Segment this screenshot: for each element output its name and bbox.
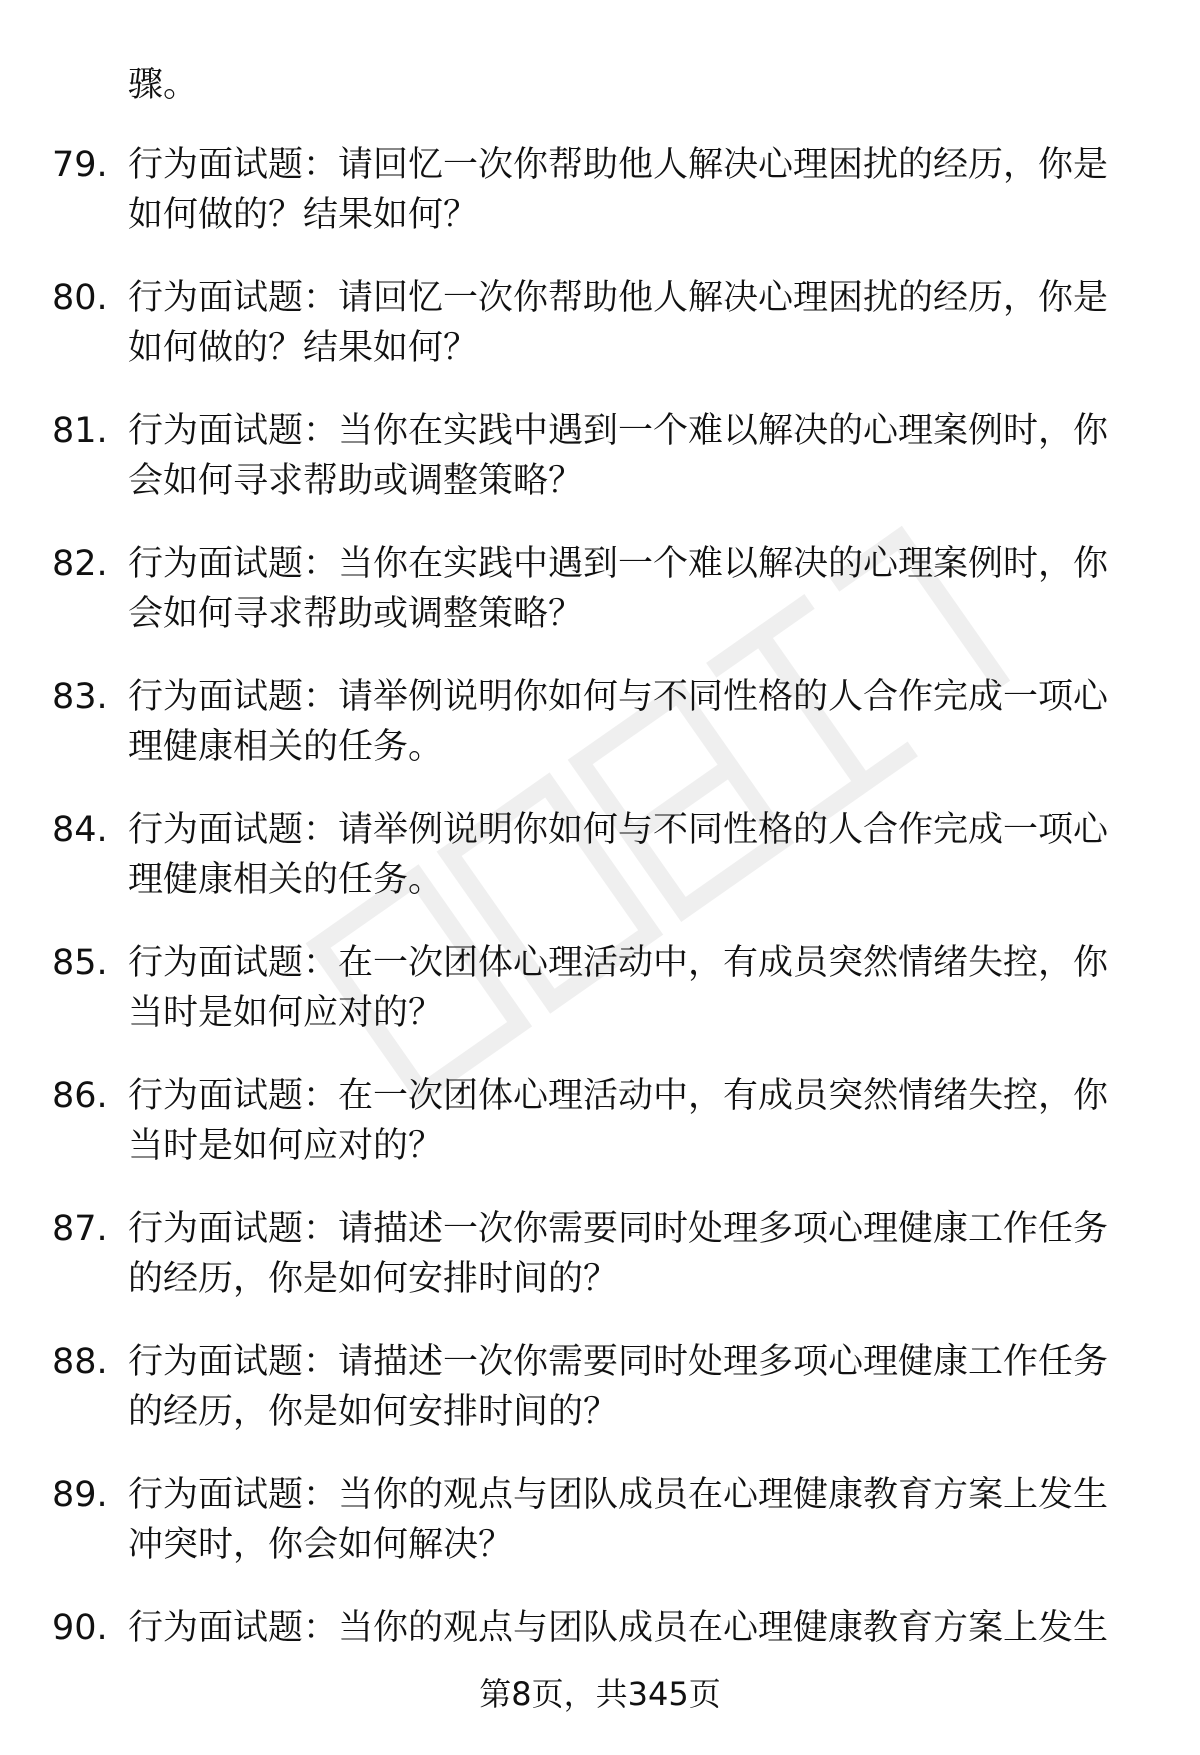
item-text	[128, 1603, 1128, 1653]
item-text	[128, 1337, 1128, 1437]
item-text-line-2: 的经历，你是如何安排时间的？	[128, 1392, 619, 1432]
continuation-text: 骤。	[128, 65, 199, 105]
item-number: 85.	[52, 943, 108, 983]
item-text-line-1: 行为面试题：在一次团体心理活动中，有成员突然情绪失控，你	[128, 1076, 1109, 1116]
item-text	[128, 672, 1128, 772]
question-list	[0, 140, 1200, 1736]
item-number: 81.	[52, 411, 108, 451]
item-number: 88.	[52, 1342, 108, 1382]
item-number: 87.	[52, 1209, 108, 1249]
item-text-line-1: 行为面试题：请回忆一次你帮助他人解决心理困扰的经历，你是	[128, 145, 1109, 185]
item-text-line-2: 理健康相关的任务。	[128, 727, 444, 767]
page-footer: 第8页，共345页	[479, 1675, 721, 1713]
item-text-line-2: 如何做的？结果如何？	[128, 328, 479, 368]
item-text-line-1: 行为面试题：当你的观点与团队成员在心理健康教育方案上发生	[128, 1475, 1109, 1515]
item-text-line-2: 会如何寻求帮助或调整策略？	[128, 461, 584, 501]
item-text-line-2: 当时是如何应对的？	[128, 993, 444, 1033]
item-number: 89.	[52, 1475, 108, 1515]
item-text	[128, 805, 1128, 905]
item-text-line-2: 会如何寻求帮助或调整策略？	[128, 594, 584, 634]
item-text-line-1: 行为面试题：请描述一次你需要同时处理多项心理健康工作任务	[128, 1209, 1109, 1249]
list-item	[0, 406, 1200, 539]
item-text-line-1: 行为面试题：请回忆一次你帮助他人解决心理困扰的经历，你是	[128, 278, 1109, 318]
item-text	[128, 1071, 1128, 1171]
item-text	[128, 938, 1128, 1038]
item-text-line-2: 当时是如何应对的？	[128, 1126, 444, 1166]
list-item	[0, 1071, 1200, 1204]
item-number: 80.	[52, 278, 108, 318]
item-text-line-1: 行为面试题：在一次团体心理活动中，有成员突然情绪失控，你	[128, 943, 1109, 983]
item-text	[128, 1204, 1128, 1304]
list-item	[0, 539, 1200, 672]
item-text-line-2: 理健康相关的任务。	[128, 860, 444, 900]
list-item	[0, 1337, 1200, 1470]
item-number: 90.	[52, 1608, 108, 1648]
item-text	[128, 273, 1128, 373]
item-text-line-1: 行为面试题：当你在实践中遇到一个难以解决的心理案例时，你	[128, 411, 1109, 451]
item-text-line-1: 行为面试题：当你在实践中遇到一个难以解决的心理案例时，你	[128, 544, 1109, 584]
item-text-line-2: 冲突时，你会如何解决？	[128, 1525, 514, 1565]
list-item	[0, 672, 1200, 805]
item-text-line-2: 的经历，你是如何安排时间的？	[128, 1259, 619, 1299]
item-text-line-1: 行为面试题：请举例说明你如何与不同性格的人合作完成一项心	[128, 677, 1109, 717]
list-item	[0, 140, 1200, 273]
item-number: 84.	[52, 810, 108, 850]
item-text-line-2: 如何做的？结果如何？	[128, 195, 479, 235]
item-number: 83.	[52, 677, 108, 717]
item-text	[128, 539, 1128, 639]
item-text	[128, 140, 1128, 240]
item-text-line-1: 行为面试题：当你的观点与团队成员在心理健康教育方案上发生	[128, 1608, 1109, 1648]
item-text	[128, 1470, 1128, 1570]
list-item	[0, 805, 1200, 938]
list-item	[0, 1470, 1200, 1603]
item-number: 79.	[52, 145, 108, 185]
list-item	[0, 273, 1200, 406]
item-text	[128, 406, 1128, 506]
item-number: 86.	[52, 1076, 108, 1116]
item-text-line-1: 行为面试题：请描述一次你需要同时处理多项心理健康工作任务	[128, 1342, 1109, 1382]
item-text-line-1: 行为面试题：请举例说明你如何与不同性格的人合作完成一项心	[128, 810, 1109, 850]
list-item	[0, 1603, 1200, 1736]
list-item	[0, 1204, 1200, 1337]
item-number: 82.	[52, 544, 108, 584]
list-item	[0, 938, 1200, 1071]
